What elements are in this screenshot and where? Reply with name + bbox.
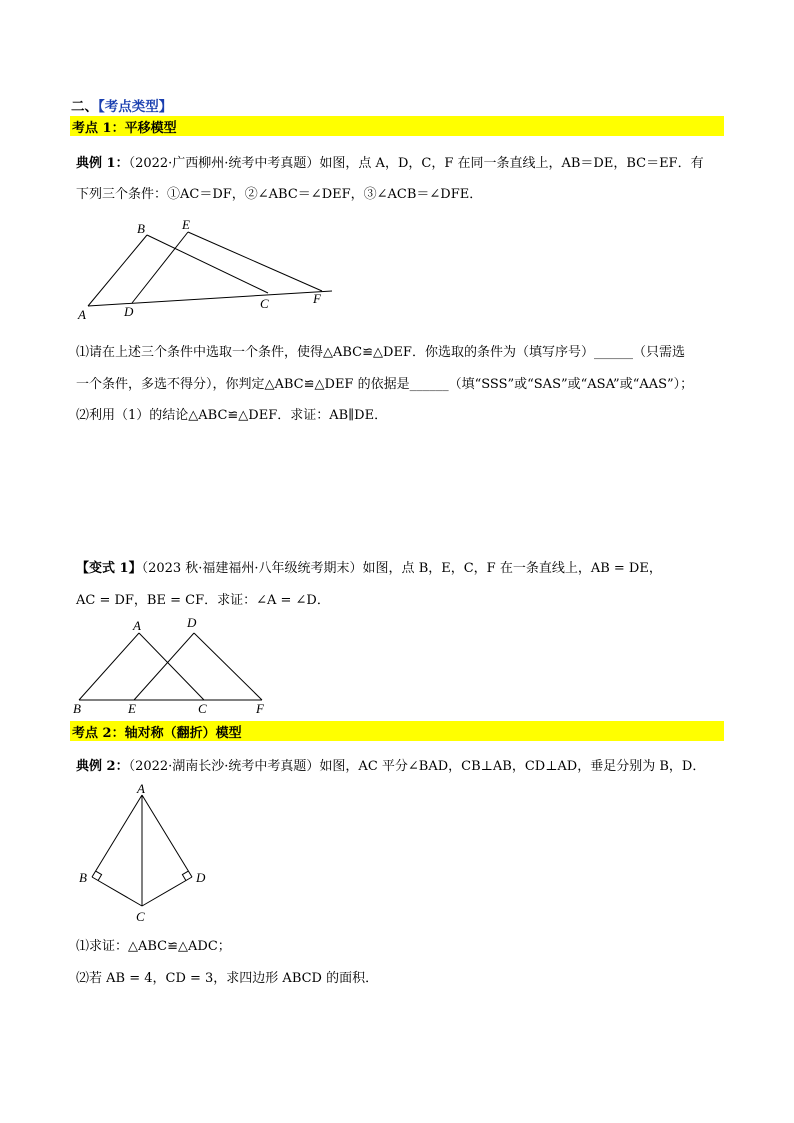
topic-1-label: 考点 1：平移模型 — [72, 121, 177, 136]
section-number: 二、 — [71, 99, 98, 115]
figure-1-label-F: F — [313, 291, 321, 306]
example-1-question-1-line-2: 一个条件，多选不得分），你判定△ABC≌△DEF 的依据是______（填“SSS”或“SAS”或“ASA”或“AAS”）； — [76, 377, 694, 392]
figure-3-side-BC — [92, 877, 142, 906]
figure-3-label-D: D — [196, 870, 206, 885]
example-1-question-2: ⑵利用（1）的结论△ABC≌△DEF．求证：AB∥DE． — [76, 408, 388, 423]
figure-2-label-B: B — [73, 701, 81, 716]
example-2-text-1: （2022·湖南长沙·统考中考真题）如图，AC 平分∠BAD，CB⊥AB，CD⊥AD，垂足分别为 B，D． — [128, 759, 706, 774]
figure-3-side-DC — [142, 877, 192, 906]
figure-2-label-D: D — [187, 615, 197, 630]
variant-1-line-2: AC = DF，BE = CF．求证：∠A = ∠D． — [76, 593, 330, 608]
topic-2-label: 考点 2：轴对称（翻折）模型 — [72, 726, 242, 741]
example-1-question-1-line-1: ⑴请在上述三个条件中选取一个条件，使得△ABC≌△DEF．你选取的条件为（填写序号）______（只需选 — [76, 345, 685, 360]
example-1-line-2: 下列三个条件：①AC＝DF，②∠ABC＝∠DEF，③∠ACB＝∠DFE． — [76, 187, 483, 202]
variant-1-prefix: 【变式 1】 — [76, 561, 142, 576]
variant-1-text-1: （2023 秋·福建福州·八年级统考期末）如图，点 B，E，C，F 在一条直线上，AB = DE， — [141, 561, 662, 576]
example-1-text-1: （2022·广西柳州·统考中考真题）如图，点 A，D，C，F 在同一条直线上，AB＝DE，BC＝EF．有 — [128, 156, 704, 171]
section-title: 【考点类型】 — [98, 99, 173, 115]
figure-3-side-AD — [142, 795, 192, 877]
figure-3-side-AB — [92, 795, 142, 877]
figure-1-label-B: B — [137, 221, 145, 236]
figure-2-label-F: F — [256, 701, 264, 716]
figure-3-label-A: A — [137, 781, 145, 796]
figure-3-label-B: B — [79, 870, 87, 885]
figure-1-label-C: C — [260, 296, 269, 311]
figure-2-label-E: E — [128, 701, 136, 716]
figure-2-label-A: A — [133, 618, 141, 633]
example-1-prefix: 典例 1： — [76, 156, 129, 171]
figure-3-label-C: C — [136, 909, 145, 924]
figure-1-label-E: E — [182, 217, 190, 232]
example-2-question-1: ⑴求证：△ABC≌△ADC； — [76, 939, 231, 954]
figure-1-label-A: A — [78, 307, 86, 322]
figure-1-label-D: D — [124, 304, 134, 319]
figure-2-label-C: C — [198, 701, 207, 716]
example-2-prefix: 典例 2： — [76, 759, 129, 774]
example-2-question-2: ⑵若 AB = 4，CD = 3，求四边形 ABCD 的面积． — [76, 971, 379, 986]
